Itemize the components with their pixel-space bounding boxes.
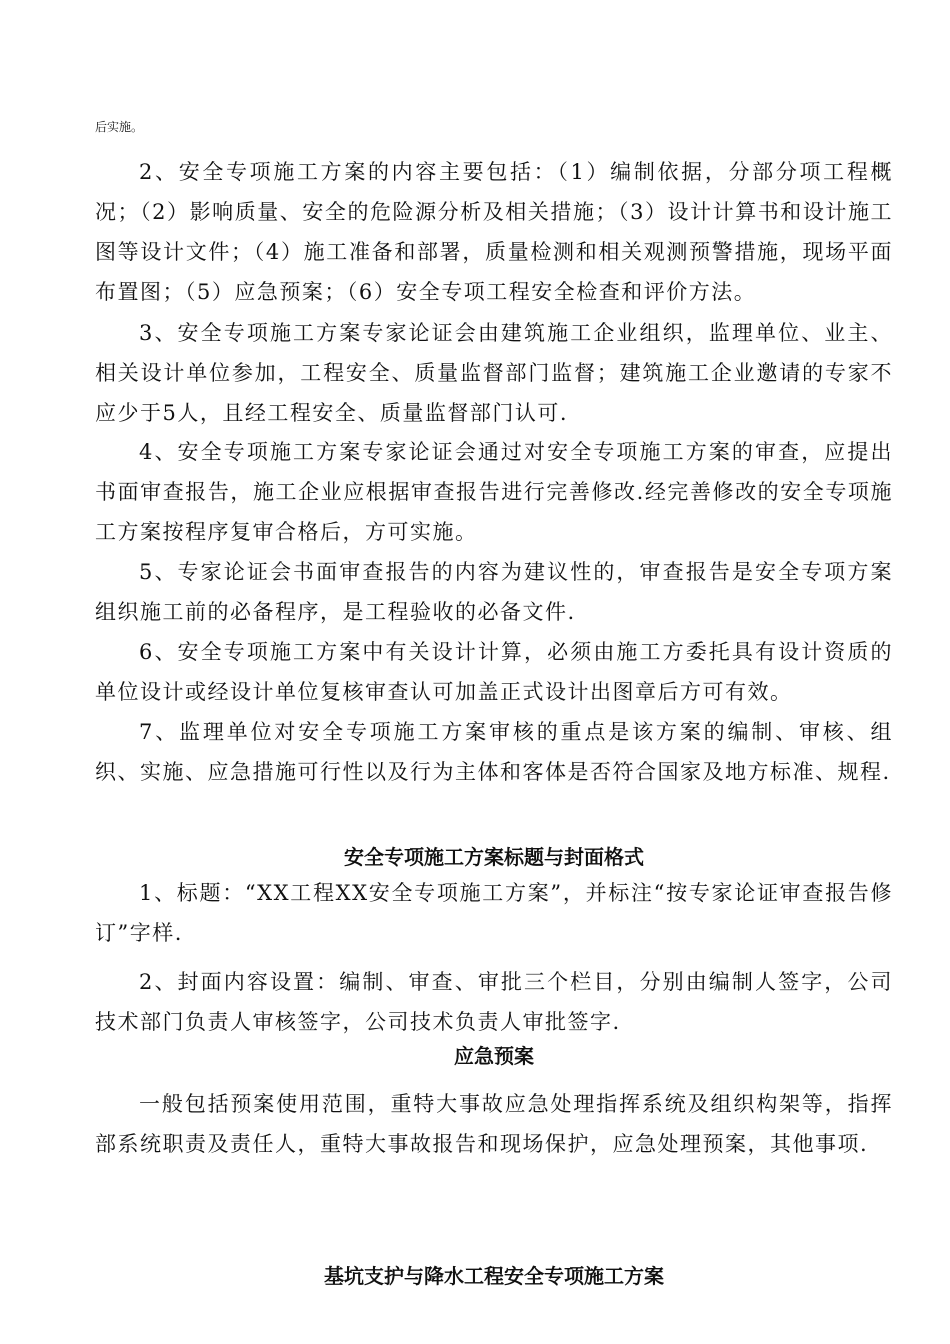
paragraph-item-4: 4、安全专项施工方案专家论证会通过对安全专项施工方案的审查，应提出书面审查报告，施工企业应根据审查报告进行完善修改.经完善修改的安全专项施工方案按程序复审合格后，方可实施。: [95, 440, 893, 544]
paragraph-item-7: 7、监理单位对安全专项施工方案审核的重点是该方案的编制、审核、组织、实施、应急措施可行性以及行为主体和客体是否符合国家及地方标准、规程.: [95, 720, 893, 784]
next-section-title: 基坑支护与降水工程安全专项施工方案: [324, 1264, 664, 1288]
section-heading-emergency-plan: 应急预案: [454, 1044, 534, 1068]
section-heading-cover-format: 安全专项施工方案标题与封面格式: [344, 845, 644, 869]
paragraph-item-5: 5、专家论证会书面审查报告的内容为建议性的，审查报告是安全专项方案组织施工前的必备程序，是工程验收的必备文件.: [95, 560, 893, 624]
carry-over-text: 后实施。: [95, 120, 144, 134]
paragraph-emergency-plan: 一般包括预案使用范围，重特大事故应急处理指挥系统及组织构架等，指挥部系统职责及责任人，重特大事故报告和现场保护，应急处理预案，其他事项.: [95, 1092, 893, 1156]
paragraph-item-3: 3、安全专项施工方案专家论证会由建筑施工企业组织，监理单位、业主、相关设计单位参加，工程安全、质量监督部门监督；建筑施工企业邀请的专家不应少于5人，且经工程安全、质量监督部门认可.: [95, 321, 893, 425]
paragraph-cover-item-2: 2、封面内容设置：编制、审查、审批三个栏目，分别由编制人签字，公司技术部门负责人审核签字，公司技术负责人审批签字.: [95, 970, 893, 1034]
paragraph-item-2: 2、安全专项施工方案的内容主要包括：（1）编制依据，分部分项工程概况；（2）影响质量、安全的危险源分析及相关措施；（3）设计计算书和设计施工图等设计文件；（4）施工准备和部署，质量检测和相关观测预警措施，现场平面布置图；（5）应急预案；（6）安全专项工程安全检查和评价方法。: [95, 160, 893, 304]
paragraph-cover-item-1: 1、标题：“XX工程XX安全专项施工方案”，并标注“按专家论证审查报告修订”字样.: [95, 881, 893, 945]
paragraph-item-6: 6、安全专项施工方案中有关设计计算，必须由施工方委托具有设计资质的单位设计或经设计单位复核审查认可加盖正式设计出图章后方可有效。: [95, 640, 893, 704]
